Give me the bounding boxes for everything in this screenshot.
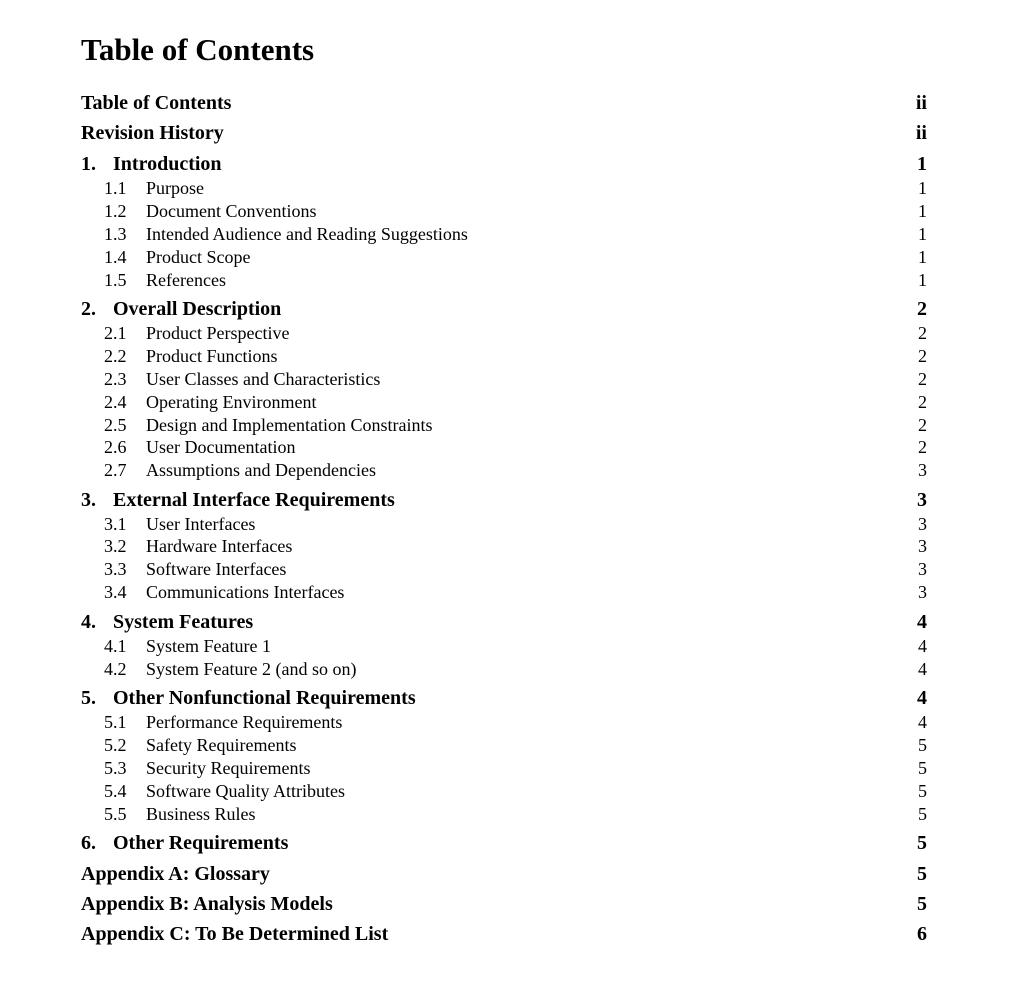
- toc-entry-number: 6.: [81, 832, 96, 854]
- toc-entry-text: External Interface Requirements: [113, 489, 395, 511]
- toc-entry-label: [104, 322, 289, 344]
- toc-page-number: 4: [918, 636, 927, 656]
- toc-entry-text: System Features: [113, 611, 254, 633]
- toc-entry-business-rules[interactable]: [104, 803, 927, 825]
- toc-entry-text: Appendix C: To Be Determined List: [81, 923, 389, 945]
- toc-page-number: 4: [917, 611, 927, 633]
- toc-entry-appendix-c[interactable]: [81, 922, 927, 946]
- toc-entry-system-features[interactable]: [81, 610, 927, 634]
- toc-entry-number: 2.5: [104, 415, 127, 435]
- toc-entry-number: 2.: [81, 298, 96, 320]
- toc-entry-text: Performance Requirements: [146, 712, 343, 732]
- toc-entry-label: [81, 892, 333, 916]
- toc-entry-document-conventions[interactable]: [104, 200, 927, 222]
- toc-entry-label: [104, 246, 250, 268]
- toc-entry-text: User Classes and Characteristics: [146, 369, 381, 389]
- toc-page-number: 3: [918, 460, 927, 480]
- toc-entry-number: 1.3: [104, 224, 127, 244]
- toc-entry-design-constraints[interactable]: [104, 414, 927, 436]
- toc-entry-nonfunctional-requirements[interactable]: [81, 686, 927, 710]
- toc-page-number: 3: [918, 559, 927, 579]
- toc-entry-number: 2.7: [104, 460, 127, 480]
- toc-page-number: ii: [915, 92, 927, 114]
- toc-page-number: 2: [918, 323, 927, 343]
- toc-page-number: ii: [915, 122, 927, 144]
- toc-entry-label: [81, 922, 388, 946]
- toc-entry-text: Design and Implementation Constraints: [146, 415, 433, 435]
- toc-entry-label: [104, 177, 204, 199]
- toc-entry-number: 2.3: [104, 369, 127, 389]
- toc-entry-system-feature-1[interactable]: [104, 635, 927, 657]
- toc-entry-appendix-a[interactable]: [81, 862, 927, 886]
- toc-entry-number: 5.2: [104, 735, 127, 755]
- toc-entry-label: [104, 780, 345, 802]
- toc-entry-user-documentation[interactable]: [104, 436, 927, 458]
- toc-entry-text: User Interfaces: [146, 514, 256, 534]
- toc-entry-number: 1.2: [104, 201, 127, 221]
- toc-entry-table-of-contents[interactable]: [81, 91, 927, 115]
- toc-entry-label: [104, 459, 376, 481]
- toc-entry-communications-interfaces[interactable]: [104, 581, 927, 603]
- toc-page-number: 1: [918, 178, 927, 198]
- toc-entry-text: Table of Contents: [81, 92, 232, 114]
- toc-entry-number: 2.2: [104, 346, 127, 366]
- toc-entry-user-classes[interactable]: [104, 368, 927, 390]
- toc-entry-operating-environment[interactable]: [104, 391, 927, 413]
- toc-entry-label: [104, 200, 316, 222]
- toc-entry-external-interface[interactable]: [81, 488, 927, 512]
- toc-page-number: 1: [918, 270, 927, 290]
- toc-page-number: 3: [917, 489, 927, 511]
- toc-entry-label: [104, 345, 278, 367]
- toc-entry-text: Appendix A: Glossary: [81, 863, 270, 885]
- toc-entry-purpose[interactable]: [104, 177, 927, 199]
- toc-entry-text: Assumptions and Dependencies: [146, 460, 376, 480]
- toc-entry-system-feature-2[interactable]: [104, 658, 927, 680]
- toc-entry-number: 3.2: [104, 536, 127, 556]
- toc-entry-text: Revision History: [81, 122, 224, 144]
- toc-page-number: 2: [917, 298, 927, 320]
- toc-entry-security-requirements[interactable]: [104, 757, 927, 779]
- toc-entry-text: System Feature 1: [146, 636, 271, 656]
- page-title: Table of Contents: [81, 32, 315, 67]
- toc-entry-text: Safety Requirements: [146, 735, 297, 755]
- toc-entry-label: [104, 757, 310, 779]
- toc-page-number: 6: [917, 923, 927, 945]
- toc-entry-number: 2.6: [104, 437, 127, 457]
- toc-entry-number: 2.1: [104, 323, 127, 343]
- toc-entry-label: [104, 436, 295, 458]
- toc-page-number: 2: [918, 369, 927, 389]
- toc-page-number: 5: [918, 735, 927, 755]
- toc-page-number: 4: [918, 659, 927, 679]
- toc-entry-number: 3.1: [104, 514, 127, 534]
- toc-entry-label: [81, 152, 222, 176]
- toc-entry-number: 4.2: [104, 659, 127, 679]
- toc-entry-label: [104, 391, 316, 413]
- toc-entry-label: [104, 414, 432, 436]
- toc-entry-text: Software Interfaces: [146, 559, 287, 579]
- toc-entry-text: Document Conventions: [146, 201, 317, 221]
- toc-entry-assumptions[interactable]: [104, 459, 927, 481]
- toc-page-number: 3: [918, 582, 927, 602]
- toc-page-number: 5: [918, 804, 927, 824]
- toc-entry-references[interactable]: [104, 269, 927, 291]
- toc-entry-text: References: [146, 270, 226, 290]
- toc-page-number: 3: [918, 514, 927, 534]
- toc-entry-number: 5.3: [104, 758, 127, 778]
- toc-entry-number: 3.4: [104, 582, 127, 602]
- toc-entry-number: 5.4: [104, 781, 127, 801]
- toc-entry-performance-requirements[interactable]: [104, 711, 927, 733]
- toc-entry-software-quality[interactable]: [104, 780, 927, 802]
- toc-page-number: 3: [918, 536, 927, 556]
- toc-entry-number: 5.: [81, 687, 96, 709]
- toc-entry-appendix-b[interactable]: [81, 892, 927, 916]
- toc-entry-text: Product Perspective: [146, 323, 290, 343]
- toc-entry-text: Intended Audience and Reading Suggestions: [146, 224, 468, 244]
- toc-entry-introduction[interactable]: [81, 152, 927, 176]
- toc-page-number: 1: [918, 224, 927, 244]
- toc-entry-label: [81, 91, 231, 115]
- toc-entry-label: [104, 734, 296, 756]
- toc-entry-label: [104, 535, 292, 557]
- toc-entry-label: [104, 269, 226, 291]
- toc-entry-overall-description[interactable]: [81, 297, 927, 321]
- toc-entry-label: [104, 368, 380, 390]
- toc-entry-text: Introduction: [113, 153, 222, 175]
- toc-entry-text: Business Rules: [146, 804, 256, 824]
- toc-page-number: 1: [918, 247, 927, 267]
- toc-entry-intended-audience[interactable]: [104, 223, 927, 245]
- toc-entry-text: User Documentation: [146, 437, 296, 457]
- toc-page-number: 5: [917, 832, 927, 854]
- toc-entry-label: [104, 803, 256, 825]
- toc-page-number: 5: [918, 781, 927, 801]
- toc-entry-label: [81, 610, 253, 634]
- toc-entry-safety-requirements[interactable]: [104, 734, 927, 756]
- toc-entry-number: 1.4: [104, 247, 127, 267]
- toc-entry-text: Product Scope: [146, 247, 251, 267]
- toc-entry-label: [81, 686, 416, 710]
- toc-entry-label: [104, 635, 271, 657]
- toc-entry-text: Software Quality Attributes: [146, 781, 345, 801]
- toc-entry-text: Other Requirements: [113, 832, 289, 854]
- toc-page-number: 1: [917, 153, 927, 175]
- toc-entry-label: [81, 297, 281, 321]
- toc-entry-software-interfaces[interactable]: [104, 558, 927, 580]
- toc-entry-label: [81, 488, 395, 512]
- toc-page-number: 4: [918, 712, 927, 732]
- toc-entry-number: 3.3: [104, 559, 127, 579]
- toc-page-number: 4: [917, 687, 927, 709]
- toc-entry-other-requirements[interactable]: [81, 831, 927, 855]
- toc-page-number: 1: [918, 201, 927, 221]
- toc-page-number: 2: [918, 415, 927, 435]
- toc-entry-label: [104, 558, 286, 580]
- toc-entry-label: [81, 831, 288, 855]
- toc-entry-number: 4.1: [104, 636, 127, 656]
- toc-entry-label: [81, 862, 270, 886]
- toc-entry-text: Appendix B: Analysis Models: [81, 893, 333, 915]
- toc-entry-label: [104, 223, 468, 245]
- toc-entry-text: Operating Environment: [146, 392, 317, 412]
- toc-entry-user-interfaces[interactable]: [104, 513, 927, 535]
- toc-entry-revision-history[interactable]: [81, 121, 927, 145]
- toc-entry-number: 1.: [81, 153, 96, 175]
- toc-entry-text: Overall Description: [113, 298, 282, 320]
- toc-entry-number: 1.1: [104, 178, 127, 198]
- toc-entry-product-functions[interactable]: [104, 345, 927, 367]
- toc-page-number: 5: [918, 758, 927, 778]
- toc-entry-number: 1.5: [104, 270, 127, 290]
- toc-entry-number: 3.: [81, 489, 96, 511]
- toc-entry-product-perspective[interactable]: [104, 322, 927, 344]
- toc-entry-text: Hardware Interfaces: [146, 536, 293, 556]
- toc-page-number: 5: [917, 863, 927, 885]
- toc-entry-text: Security Requirements: [146, 758, 311, 778]
- toc-entry-product-scope[interactable]: [104, 246, 927, 268]
- toc-entry-number: 4.: [81, 611, 96, 633]
- toc-page-number: 2: [918, 346, 927, 366]
- toc-page-number: 5: [917, 893, 927, 915]
- toc-entry-text: Product Functions: [146, 346, 278, 366]
- toc-entry-text: Communications Interfaces: [146, 582, 345, 602]
- toc-entry-text: Purpose: [146, 178, 204, 198]
- toc-page-number: 2: [918, 392, 927, 412]
- toc-entry-text: Other Nonfunctional Requirements: [113, 687, 416, 709]
- toc-entry-hardware-interfaces[interactable]: [104, 535, 927, 557]
- toc-entry-label: [104, 581, 344, 603]
- toc-entry-label: [104, 658, 356, 680]
- toc-entry-number: 2.4: [104, 392, 127, 412]
- toc-entry-label: [81, 121, 224, 145]
- toc-entry-text: System Feature 2 (and so on): [146, 659, 357, 679]
- toc-entry-label: [104, 711, 342, 733]
- toc-entry-number: 5.1: [104, 712, 127, 732]
- toc-page-number: 2: [918, 437, 927, 457]
- toc-entry-label: [104, 513, 255, 535]
- toc-entry-number: 5.5: [104, 804, 127, 824]
